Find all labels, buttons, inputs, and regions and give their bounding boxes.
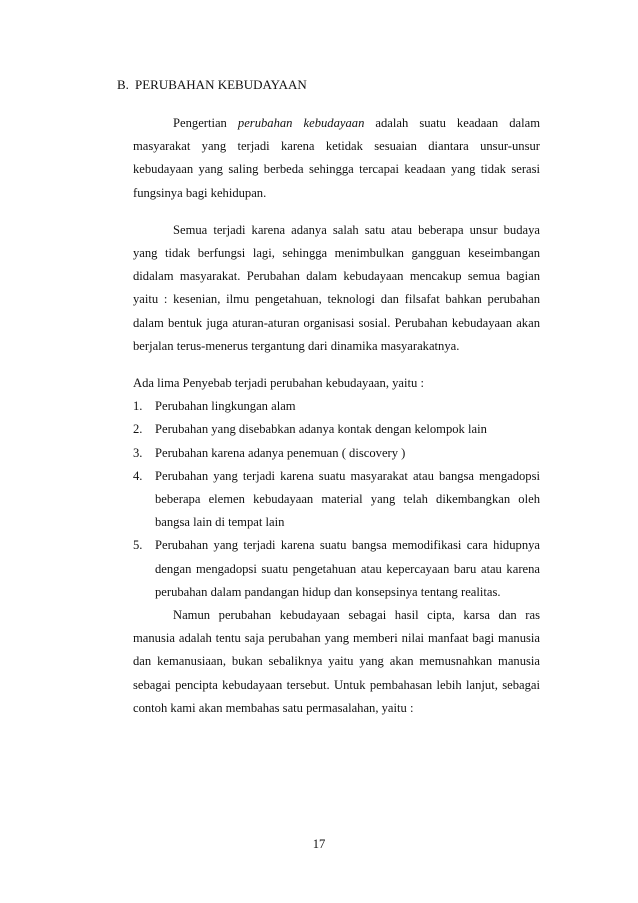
paragraph-definition — [133, 112, 540, 205]
list-item-text: Perubahan karena adanya penemuan ( discovery ) — [155, 445, 406, 460]
section-title: PERUBAHAN KEBUDAYAAN — [135, 77, 307, 92]
list-item-number: 5. — [133, 538, 143, 553]
list-item — [133, 534, 540, 604]
list-item-number: 4. — [133, 468, 143, 483]
section-letter: B. — [117, 77, 129, 92]
list-item — [133, 465, 540, 535]
definition-term: perubahan kebudayaan — [237, 116, 365, 130]
page-number: 17 — [312, 837, 326, 851]
list-item-number: 2. — [133, 422, 143, 437]
section-heading — [117, 76, 307, 94]
paragraph-causes-overview: Semua terjadi karena adanya salah satu atau beberapa unsur budaya yang tidak berfungsi lagi, sehingga menimbulkan gangguan keseimbangan didalam masyarakat. Perubahan dalam kebudayaan mencakup semua bagian yaitu : kesenian, ilmu pengetahuan, teknologi dan filsafat bahkan perubahan dalam bentuk juga aturan-aturan organisasi sosial. Perubahan kebudayaan akan berjalan terus-menerus tergantung dari dinamika masyarakatnya. — [133, 222, 540, 353]
body-text — [133, 112, 540, 720]
list-item-number: 1. — [133, 399, 143, 414]
list-item-number: 3. — [133, 445, 143, 460]
paragraph-conclusion: Namun perubahan kebudayaan sebagai hasil cipta, karsa dan ras manusia adalah tentu saja perubahan yang memberi nilai manfaat bagi manusia dan kemanusiaan, bukan sebaliknya yaitu yang akan memusnahkan manusia sebagai pencipta kebudayaan tersebut. Untuk pembahasan lebih lanjut, sebagai contoh kami akan membahas satu permasalahan, yaitu : — [133, 608, 540, 715]
list-item-text: Perubahan yang disebabkan adanya kontak dengan kelompok lain — [155, 422, 487, 437]
list-item — [133, 442, 540, 465]
definition-rest: adalah suatu keadaan dalam masyarakat yang terjadi karena ketidak sesuaian diantara unsur-unsur kebudayaan yang saling berbeda sehingga tercapai keadaan yang tidak serasi fungsinya bagi kehidupan. — [133, 116, 540, 200]
causes-list — [133, 395, 540, 604]
list-item-text: Perubahan yang terjadi karena suatu masyarakat atau bangsa mengadopsi beberapa elemen kebudayaan material yang telah dikembangkan oleh bangsa lain di tempat lain — [155, 468, 540, 530]
list-item — [133, 395, 540, 418]
list-intro: Ada lima Penyebab terjadi perubahan kebudayaan, yaitu : — [133, 376, 424, 391]
list-item — [133, 418, 540, 441]
definition-lead: Pengertian — [173, 116, 238, 130]
list-item-text: Perubahan lingkungan alam — [155, 399, 296, 414]
list-item-text: Perubahan yang terjadi karena suatu bangsa memodifikasi cara hidupnya dengan mengadopsi suatu pengetahuan atau kepercayaan baru atau karena perubahan dalam pandangan hidup dan konsepsinya tentang realitas. — [155, 538, 540, 599]
